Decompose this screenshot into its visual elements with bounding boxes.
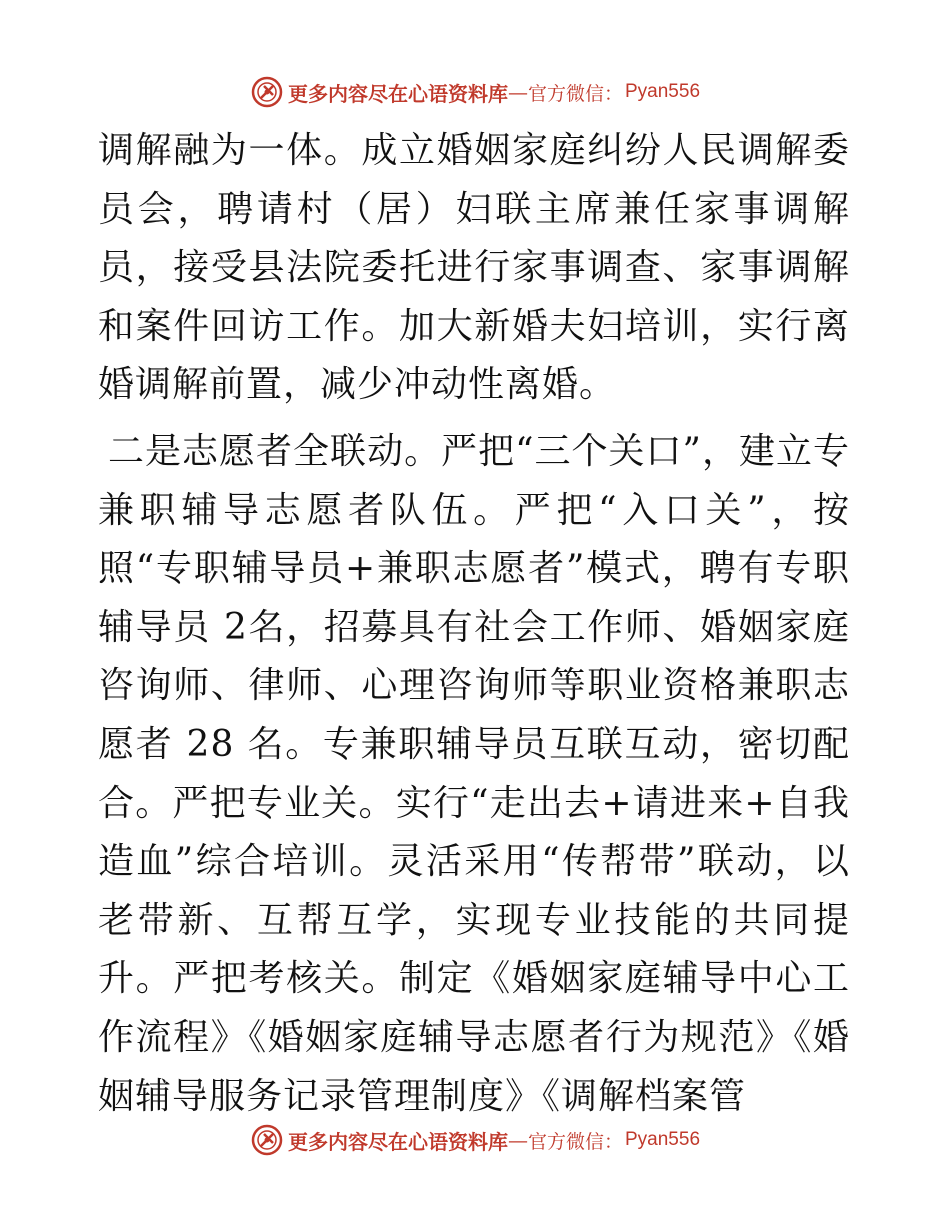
seal-logo-icon [250,75,284,109]
header-separator: — [507,80,528,104]
footer-wechat-label: 官方微信： [527,1130,623,1153]
header-wechat-id: Pyan556 [625,81,701,102]
header-site-text: 更多内容尽在心语资料库 [287,81,508,106]
footer-wechat-id: Pyan556 [625,1129,701,1150]
header-watermark-banner [0,72,950,112]
footer-site-text: 更多内容尽在心语资料库 [287,1129,508,1154]
paragraph-volunteers: 二是志愿者全联动。严把“三个关口”，建立专兼职辅导志愿者队伍。严把“入口关”，按照“专职辅导员+兼职志愿者”模式，聘有专职辅导员 2名，招募具有社会工作师、婚姻家庭咨询师、律师、心理咨询师等职业资格兼职志愿者 28 名。专兼职辅导员互联互动，密切配合。严把专业关。实行“走出去+请进来+自我造血”综合培训。灵活采用“传帮带”联动，以老带新、互帮互学，实现专业技能的共同提升。严把考核关。制定《婚姻家庭辅导中心工作流程》《婚姻家庭辅导志愿者行为规范》《婚姻辅导服务记录管理制度》《调解档案管 [98,430,850,1117]
paragraph-mediation: 调解融为一体。成立婚姻家庭纠纷人民调解委员会，聘请村（居）妇联主席兼任家事调解员，接受县法院委托进行家事调查、家事调解和案件回访工作。加大新婚夫妇培训，实行离婚调解前置，减少冲动性离婚。 [98,130,850,406]
footer-separator: — [507,1128,528,1152]
document-body [98,122,850,1126]
footer-watermark-banner [0,1120,950,1160]
seal-logo-icon [250,1123,284,1157]
header-wechat-label: 官方微信： [527,82,623,105]
